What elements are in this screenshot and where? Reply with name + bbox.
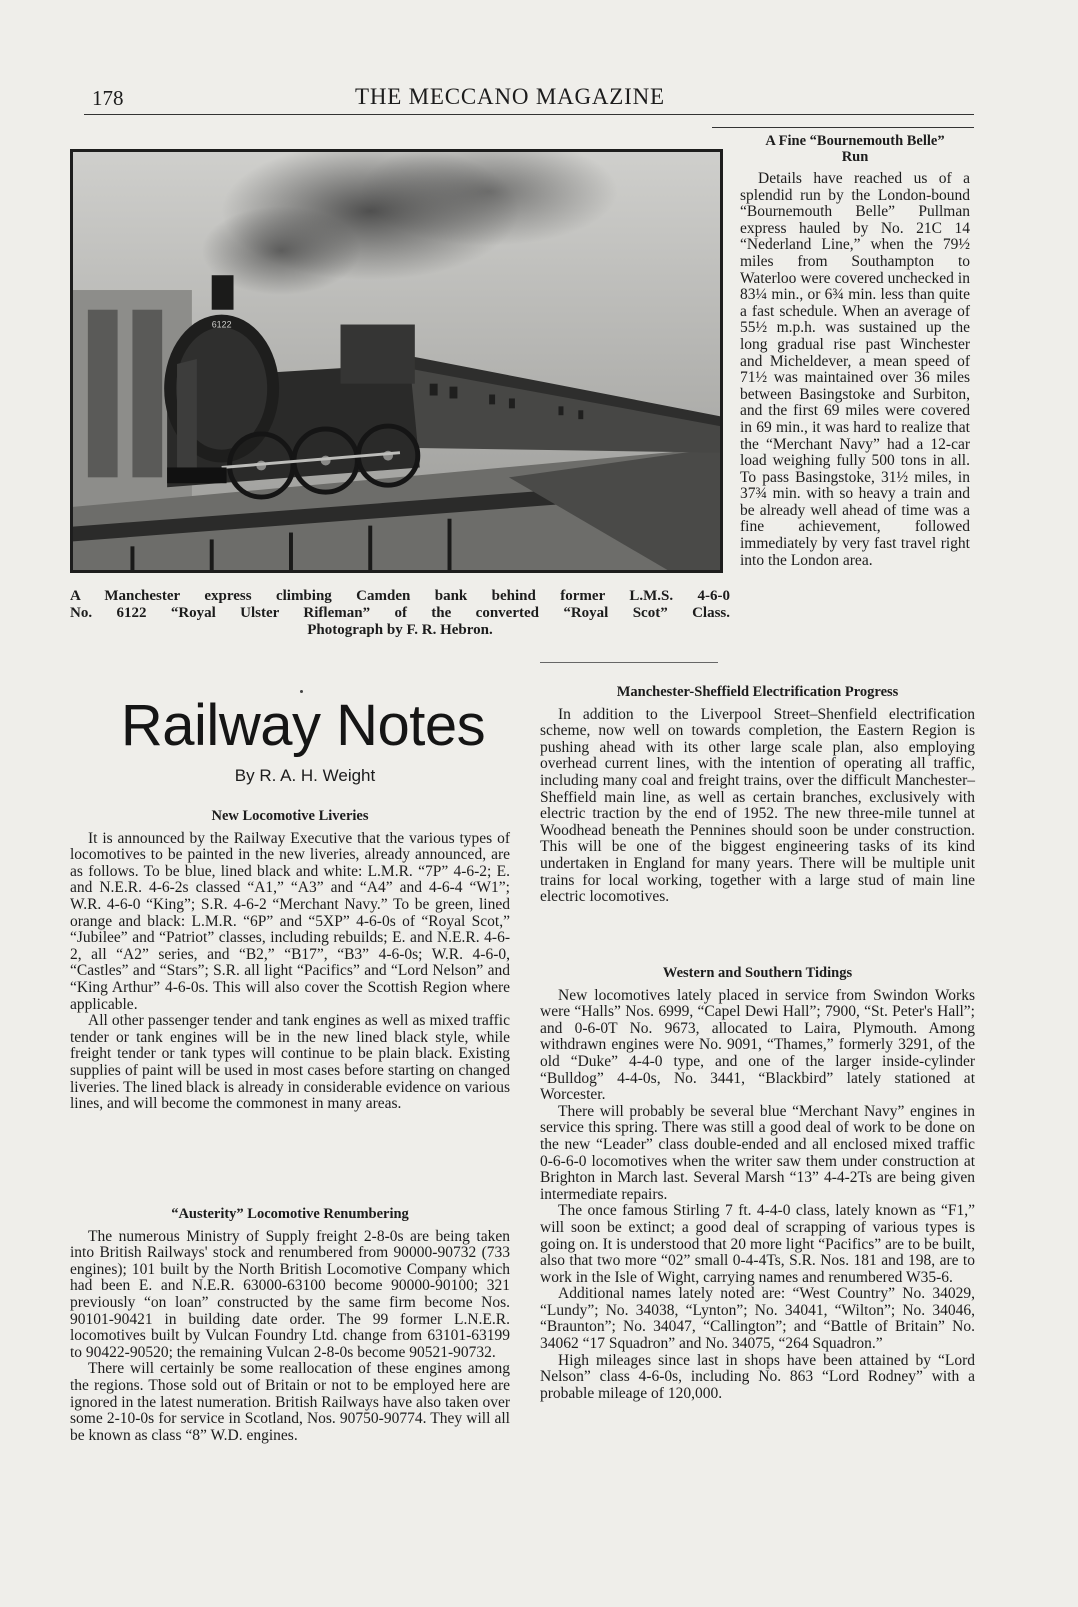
section-heading: “Austerity” Locomotive Renumbering	[171, 1206, 409, 1222]
section-heading: Manchester-Sheffield Electrification Progress	[616, 684, 899, 700]
section-paragraph: New locomotives lately placed in service from Swindon Works were “Halls” Nos. 6999, “Capel Dewi Hall”; 7900, “St. Peter's Hall”; and 0-6-0T No. 9673, allocated to Laira, Plymouth. Among withdrawn engines were No. 9091, “Thames,” formerly 3291, of the old “Duke” 4-4-0 type, and one of the larger inside-cylinder “Bulldog” 4-4-0s, No. 3441, “Blackbird” lately stationed at Worcester.	[540, 986, 975, 1104]
section-western	[540, 965, 975, 1402]
caption-rule	[540, 662, 718, 663]
section-paragraph: The numerous Ministry of Supply freight 2-8-0s are being taken into British Railways' stock and renumbered from 90000-90732 (733 engines); 101 built by the North British Locomotive Company which had been E. and N.E.R. 63000-63100 become 90000-90100; 321 previously “on loan” constructed by the same firm become Nos. 90101-90421 in building date order. The 99 former L.N.E.R. locomotives built by Vulcan Foundry Ltd. change from 63101-63199 to 90422-90520; the remaining Vulcan 2-8-0s become 90521-90732.	[70, 1227, 510, 1361]
caption-line: A Manchester express climbing Camden bank behind former L.M.S. 4-6-0	[70, 588, 730, 604]
locomotive-illustration	[73, 152, 720, 570]
section-austerity	[70, 1206, 510, 1444]
header-rule	[84, 114, 974, 115]
caption-credit: Photograph by F. R. Hebron.	[307, 621, 493, 638]
photo-caption	[70, 588, 730, 638]
section-body: In addition to the Liverpool Street–Shenfield electrification scheme, now well on towards completion, the Eastern Region is pushing ahead with its other large scale plan, also employing overhead current lines, with the intention of operating all traffic, including many coal and freight trains, over the difficult Manchester–Sheffield main line, as well as certain branches, exclusively with electric traction by the end of 1952. The new three-mile tunnel at Woodhead beneath the Pennines should soon be under construction. This will be one of the biggest engineering tasks of its kind undertaken in England for many years. There will be multiple unit trains for local working, together with a large stud of main line electric locomotives.	[540, 705, 975, 906]
section-paragraph: The once famous Stirling 7 ft. 4-4-0 class, lately known as “F1,” will soon be extinct; a good deal of scrapping of various types is going on. It is understood that 20 more light “Pacifics” are to be built, also that two more “02” small 0-4-4Ts, S.R. Nos. 181 and 198, are to work in the Isle of Wight, carrying names and renumbered W35-6.	[540, 1202, 975, 1286]
section-paragraph: Additional names lately noted are: “West Country” No. 34029, “Lundy”; No. 34038, “Lynton”; No. 34041, “Wilton”; No. 34046, “Braunton”; No. 34047, “Callington”; and “Battle of Britain” No. 34062 “17 Squadron” and No. 34075, “264 Squadron.”	[540, 1285, 975, 1353]
section-liveries	[70, 808, 510, 1113]
section-manchester	[540, 684, 975, 906]
page-number: 178	[92, 86, 124, 110]
section-paragraph: All other passenger tender and tank engines as well as mixed traffic tender or tank engines will be in the new lined black style, while freight tender or tank types will continue to be plain black. Existing supplies of paint will be used in most cases before starting on changed liveries. The lined black is already in considerable evidence on various lines, and will become the commonest in many areas.	[70, 1012, 510, 1113]
section-heading: A Fine “Bournemouth Belle” Run	[765, 133, 945, 165]
section-body: Details have reached us of a splendid run by the London-bound “Bournemouth Belle” Pullman express hauled by No. 21C 14 “Nederland Line,” when the 79½ miles from Southampton to Waterloo were covered unchecked in 83¼ min., or 6¾ min. less than quite a fast schedule. When an average of 55½ m.p.h. was sustained up the long gradual rise past Winchester and Micheldever, a mean speed of 71½ was maintained over 36 miles between Basingstoke and Surbiton, and the first 69 miles were covered in 69 min., it was hard to realize that the “Merchant Navy” had a 12-car load weighing fully 500 tons in all. To pass Basingstoke, 31½ miles, in 37¾ min. with so heavy a train and be already well ahead of time was a fine achievement, followed immediately by very fast travel right into the London area.	[740, 170, 970, 569]
engine-number: 6122	[211, 319, 232, 330]
section-paragraph: There will certainly be some reallocation of these engines among the regions. Those sold out of Britain or not to be employed here are ignored in the latest numeration. British Railways have also taken over some 2-10-0s for service in Scotland, Nos. 90750-90774. They will all be known as class “8” W.D. engines.	[70, 1360, 510, 1444]
section-paragraph: There will probably be several blue “Merchant Navy” engines in service this spring. There was still a good deal of work to be done on the new “Leader” class double-ended and all enclosed mixed traffic 0-6-6-0 locomotives when the writer saw them under construction at Brighton in March last. Several Marsh “13” 4-4-2Ts are being given intermediate repairs.	[540, 1102, 975, 1203]
section-heading: New Locomotive Liveries	[211, 808, 369, 824]
section-bournemouth	[740, 133, 970, 569]
magazine-title: THE MECCANO MAGAZINE	[355, 84, 665, 109]
article-byline: By R. A. H. Weight	[234, 766, 376, 785]
section-paragraph: It is announced by the Railway Executive that the various types of locomotives to be painted in the new liveries, already announced, are as follows. To be blue, lined black and white: L.M.R. “7P” 4-6-2; E. and N.E.R. 4-6-2s classed “A1,” “A3” and “A4” and 4-6-4 “W1”; W.R. 4-6-0 “King”; S.R. 4-6-2 “Merchant Navy.” To be green, lined orange and black: L.M.R. “6P” and “5XP” 4-6-0s of “Royal Scot,” “Jubilee” and “Patriot” classes, including rebuilds; E. and N.E.R. 4-6-2, all “A2” series, and “B2,” “B17”, “B3” 4-6-0s; W.R. 4-6-0, “Castles” and “Stars”; S.R. all light “Pacifics” and “Lord Nelson” and “King Arthur” 4-6-0s. This will also cover the Scottish Region where applicable.	[70, 829, 510, 1013]
section-paragraph: High mileages since last in shops have been attained by “Lord Nelson” class 4-6-0s, including No. 863 “Lord Rodney” with a probable mileage of 120,000.	[540, 1351, 975, 1402]
article-title: Railway Notes	[120, 693, 486, 758]
section-heading: Western and Southern Tidings	[662, 965, 853, 981]
right-column-rule	[712, 127, 974, 128]
caption-line: No. 6122 “Royal Ulster Rifleman” of the converted “Royal Scot” Class.	[70, 604, 730, 621]
locomotive-photograph	[70, 149, 723, 573]
